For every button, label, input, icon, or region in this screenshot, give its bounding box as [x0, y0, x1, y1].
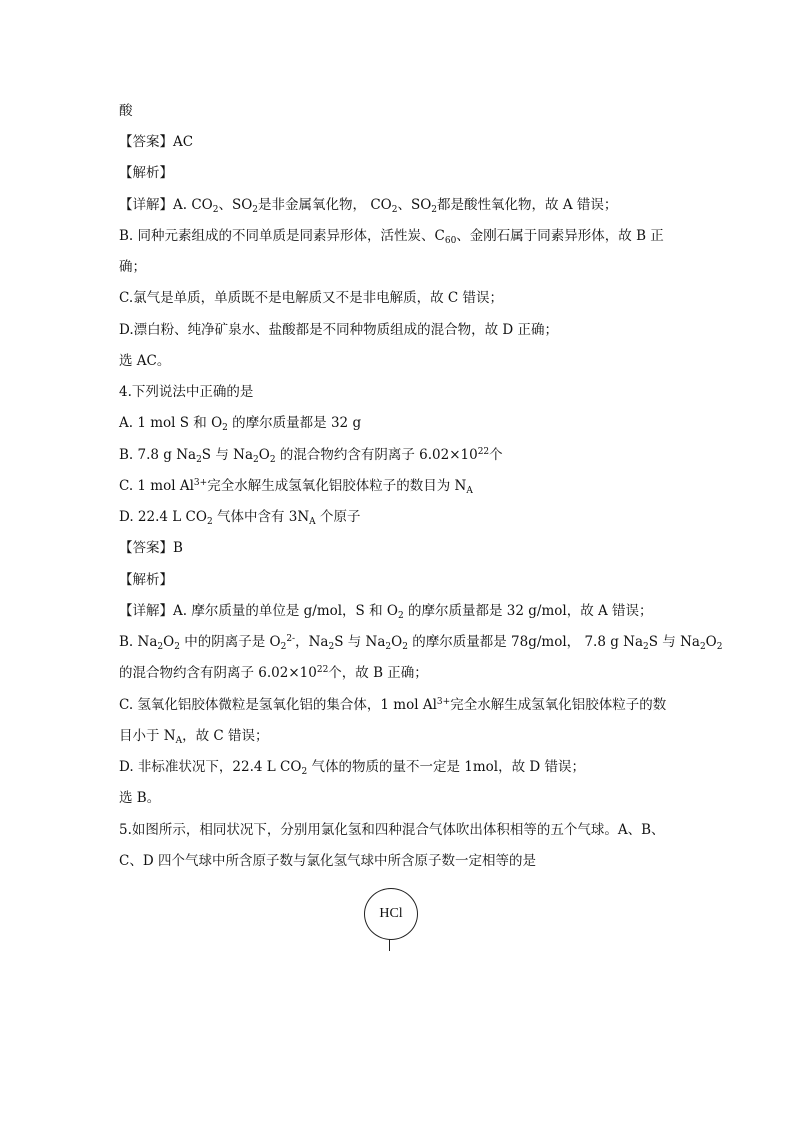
- text-segment: C. 氢氧化铝胶体微粒是氢氧化铝的集合体，1 mol Al: [119, 697, 437, 713]
- text-segment: 个，故 B 正确；: [328, 665, 428, 681]
- option-d: [119, 507, 679, 527]
- text-segment: B. 7.8 g Na: [119, 447, 197, 463]
- text-segment: B. 同种元素组成的不同单质是同素异形体，活性炭、C: [119, 228, 445, 244]
- superscript: 3+: [193, 478, 208, 488]
- text-segment: C、D 四个气球中所含原子数与氯化氢气球中所含原子数一定相等的是: [119, 853, 536, 869]
- option-c: [119, 476, 679, 496]
- text-segment: B. Na: [119, 634, 158, 650]
- explanation-b-cont: [119, 257, 679, 277]
- superscript: 2-: [286, 634, 296, 644]
- text-segment: 完全水解生成氢氧化铝胶体粒子的数: [450, 697, 667, 713]
- text-segment: A. 1 mol S 和 O: [119, 415, 223, 431]
- subscript: 2: [699, 642, 706, 652]
- text-segment: 【详解】A. CO: [119, 197, 213, 213]
- text-segment: 目小于 N: [119, 728, 176, 744]
- text-segment: C. 1 mol Al: [119, 478, 194, 494]
- question-4: [119, 382, 679, 402]
- explanation-d: [119, 757, 679, 777]
- subscript: 2: [206, 517, 213, 527]
- text-segment: 、SO: [397, 197, 432, 213]
- answer-label: [119, 132, 679, 152]
- text-segment: 都是酸性氧化物，故 A 错误；: [437, 197, 618, 213]
- subscript: 2: [269, 455, 276, 465]
- text-segment: 气体中含有 3N: [212, 509, 310, 525]
- text-segment: D. 22.4 L CO: [119, 509, 207, 525]
- text-segment: 酸: [119, 103, 133, 119]
- explanation-b-cont: [119, 663, 679, 683]
- subscript: 2: [252, 205, 259, 215]
- superscript: 3+: [436, 697, 451, 707]
- text-segment: 的混合物约含有阴离子 6.02×10: [119, 665, 317, 681]
- text-segment: 【详解】A. 摩尔质量的单位是 g/mol，S 和 O: [119, 603, 398, 619]
- subscript: 2: [328, 642, 335, 652]
- balloon-label: HCl: [379, 906, 403, 921]
- superscript: 22: [477, 447, 490, 457]
- explanation-c: [119, 288, 679, 308]
- explanation-b: [119, 226, 679, 246]
- subscript: 2: [157, 642, 164, 652]
- text-segment: O: [705, 634, 717, 650]
- explanation-a: [119, 601, 679, 621]
- text-segment: D.漂白粉、纯净矿泉水、盐酸都是不同种物质组成的混合物，故 D 正确；: [119, 322, 559, 338]
- text-segment: 是非金属氧化物， CO: [258, 197, 392, 213]
- text-segment: 的摩尔质量都是 32 g: [227, 415, 362, 431]
- analysis-label: [119, 163, 679, 183]
- subscript: A: [175, 736, 183, 746]
- question-5-cont: [119, 851, 679, 871]
- subscript: 2: [280, 642, 287, 652]
- text-segment: O: [163, 634, 175, 650]
- text-segment: 选 AC。: [119, 353, 171, 369]
- subscript: 2: [431, 205, 438, 215]
- explanation-c: [119, 695, 679, 715]
- analysis-label: [119, 570, 679, 590]
- subscript: 2: [222, 423, 228, 433]
- subscript: 2: [196, 455, 202, 465]
- subscript: 2: [402, 642, 408, 652]
- subscript: A: [466, 486, 473, 496]
- text-segment: 的混合物约含有阴离子 6.02×10: [275, 447, 478, 463]
- text-segment: D. 非标准状况下，22.4 L CO: [119, 759, 302, 775]
- subscript: 2: [385, 642, 392, 652]
- text-segment: 完全水解生成氢氧化铝胶体粒子的数目为 N: [207, 478, 467, 494]
- explanation-d: [119, 320, 679, 340]
- subscript: 2: [301, 767, 308, 777]
- text-segment: O: [391, 634, 403, 650]
- text-segment: S 与 Na: [201, 447, 253, 463]
- balloon-string: [389, 939, 390, 951]
- text-segment: 4.下列说法中正确的是: [119, 384, 254, 400]
- text-segment: 【答案】AC: [119, 134, 194, 150]
- text-segment: 个原子: [315, 509, 361, 525]
- subscript: 2: [174, 642, 180, 652]
- text-segment: 【解析】: [119, 165, 173, 181]
- subscript: 60: [444, 236, 457, 246]
- text-segment: 、SO: [218, 197, 253, 213]
- option-b: [119, 445, 679, 465]
- text-segment: S 与 Na: [648, 634, 700, 650]
- explanation-c-cont: [119, 726, 679, 746]
- text-segment: O: [258, 447, 270, 463]
- text-line: [119, 101, 679, 121]
- text-segment: 的摩尔质量都是 32 g/mol，故 A 错误；: [403, 603, 653, 619]
- conclusion: [119, 351, 679, 371]
- text-segment: ，Na: [295, 634, 329, 650]
- subscript: 2: [716, 642, 723, 652]
- subscript: A: [309, 517, 316, 527]
- question-5: [119, 820, 679, 840]
- text-segment: 个: [489, 447, 503, 463]
- text-segment: S 与 Na: [334, 634, 386, 650]
- text-segment: 选 B。: [119, 790, 161, 806]
- subscript: 2: [212, 205, 219, 215]
- superscript: 22: [316, 665, 329, 675]
- subscript: 2: [391, 205, 398, 215]
- subscript: 2: [253, 455, 259, 465]
- text-segment: 的摩尔质量都是 78g/mol， 7.8 g Na: [407, 634, 643, 650]
- text-segment: 气体的物质的量不一定是 1mol，故 D 错误；: [307, 759, 585, 775]
- text-segment: 中的阴离子是 O: [179, 634, 281, 650]
- text-segment: ，故 C 错误；: [182, 728, 269, 744]
- hcl-balloon: [364, 888, 418, 940]
- text-segment: 5.如图所示，相同状况下，分别用氯化氢和四种混合气体吹出体积相等的五个气球。A、B、: [119, 822, 665, 838]
- conclusion: [119, 788, 679, 808]
- explanation-a: [119, 195, 679, 215]
- explanation-b: [119, 632, 723, 652]
- option-a: [119, 413, 679, 433]
- text-segment: 、金刚石属于同素异形体，故 B 正: [456, 228, 664, 244]
- answer-label: [119, 538, 679, 558]
- subscript: 2: [643, 642, 649, 652]
- text-segment: 确；: [119, 259, 146, 275]
- subscript: 2: [397, 611, 404, 621]
- text-segment: C.氯气是单质，单质既不是电解质又不是非电解质，故 C 错误；: [119, 290, 504, 306]
- text-segment: 【答案】B: [119, 540, 183, 556]
- text-segment: 【解析】: [119, 572, 173, 588]
